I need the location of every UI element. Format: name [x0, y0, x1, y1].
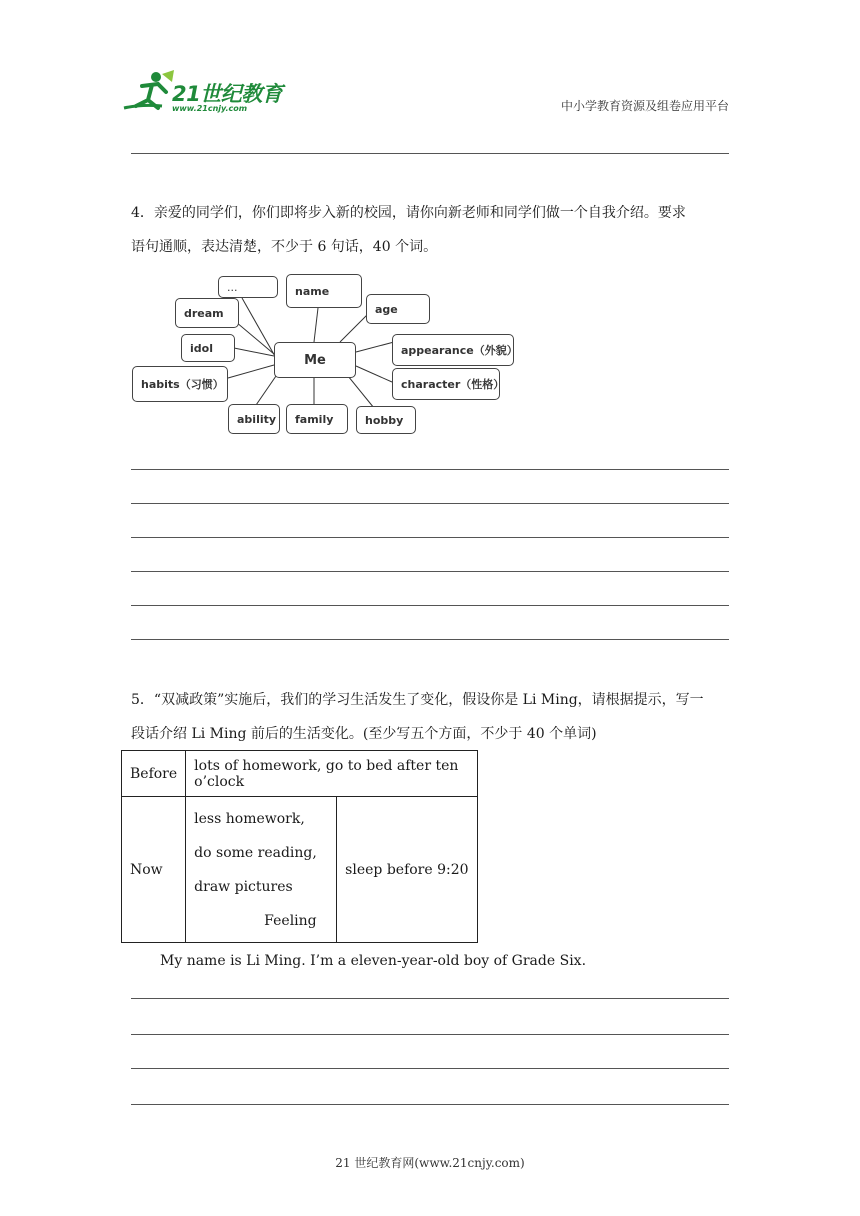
answer-line — [131, 998, 729, 999]
answer-line — [131, 605, 729, 606]
node-habits: habits（习惯） — [132, 366, 228, 402]
node-character: character（性格） — [392, 368, 500, 400]
node-hobby: hobby — [356, 406, 416, 434]
answer-line — [131, 639, 729, 640]
footer: 21 世纪教育网(www.21cnjy.com) — [335, 1156, 525, 1170]
node-appearance: appearance（外貌） — [392, 334, 514, 366]
table-row — [122, 797, 478, 943]
answer-line — [131, 503, 729, 504]
node-family: family — [286, 404, 348, 434]
table-row — [122, 751, 478, 797]
node-dream: dream — [175, 298, 239, 328]
before-text: lots of homework, go to bed after ten o’clock — [186, 751, 478, 797]
q4-prompt-line1: 4．亲爱的同学们，你们即将步入新的校园，请你向新老师和同学们做一个自我介绍。要求 — [131, 205, 686, 221]
header-divider — [131, 153, 729, 154]
logo-url: www.21cnjy.com — [172, 104, 248, 113]
q5-prompt-line1: 5．“双减政策”实施后，我们的学习生活发生了变化，假设你是 Li Ming，请根据提示，写一 — [131, 692, 704, 708]
answer-line — [131, 1104, 729, 1105]
node-me-center: Me — [274, 342, 356, 378]
node-name: name — [286, 274, 362, 308]
logo-text: 21世纪教育 — [172, 82, 283, 106]
node-idol: idol — [181, 334, 235, 362]
now-item: draw pictures — [194, 878, 293, 895]
now-sleep: sleep before 9:20 — [337, 797, 478, 943]
change-table — [121, 750, 478, 943]
now-list — [186, 797, 337, 943]
now-item: do some reading, — [194, 844, 317, 861]
answer-line — [131, 1068, 729, 1069]
now-feeling: Feeling — [264, 912, 317, 929]
node-age: age — [366, 294, 430, 324]
answer-line — [131, 469, 729, 470]
answer-line — [131, 571, 729, 572]
q5-prompt-line2: 段话介绍 Li Ming 前后的生活变化。(至少写五个方面，不少于 40 个单词) — [131, 726, 597, 742]
now-item: less homework, — [194, 810, 305, 827]
node-more: ... — [218, 276, 278, 298]
q5-starter-sentence: My name is Li Ming. I’m a eleven-year-old boy of Grade Six. — [160, 953, 587, 969]
platform-label: 中小学教育资源及组卷应用平台 — [560, 99, 729, 113]
node-ability: ability — [228, 404, 280, 434]
before-label: Before — [122, 751, 186, 797]
answer-line — [131, 537, 729, 538]
now-label: Now — [122, 797, 186, 943]
answer-line — [131, 1034, 729, 1035]
mind-map — [130, 270, 530, 440]
q4-prompt-line2: 语句通顺，表达清楚，不少于 6 句话，40 个词。 — [131, 239, 438, 255]
